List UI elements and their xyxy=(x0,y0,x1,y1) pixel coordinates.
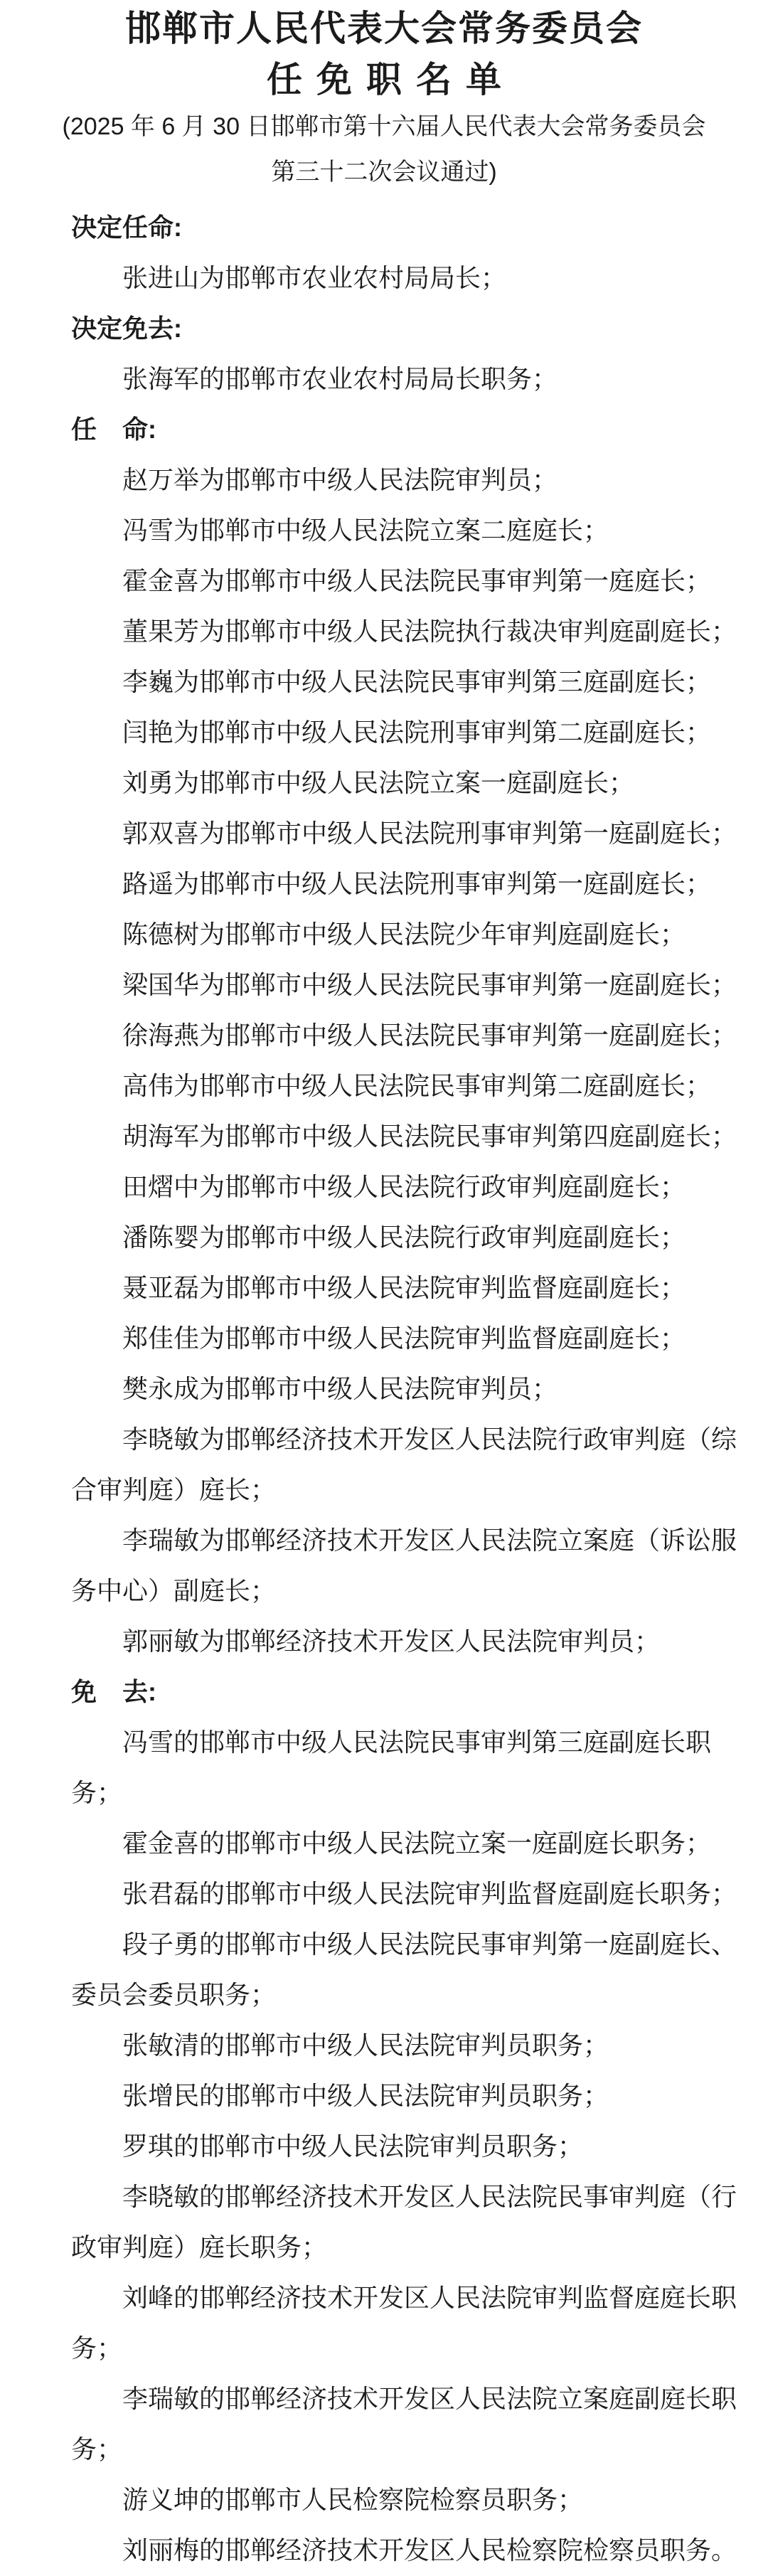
line-item: 刘峰的邯郸经济技术开发区人民法院审判监督庭庭长职 xyxy=(122,2283,737,2312)
document-title: 邯郸市人民代表大会常务委员会 xyxy=(125,9,643,48)
line-item: 李瑞敏为邯郸经济技术开发区人民法院立案庭（诉讼服 xyxy=(122,1526,737,1555)
line-item: 樊永成为邯郸市中级人民法院审判员； xyxy=(122,1374,558,1403)
line-item: 冯雪的邯郸市中级人民法院民事审判第三庭副庭长职 xyxy=(122,1728,712,1757)
line-item: 刘丽梅的邯郸经济技术开发区人民检察院检察员职务。 xyxy=(122,2535,737,2565)
line-item: 陈德树为邯郸市中级人民法院少年审判庭副庭长； xyxy=(122,920,686,949)
line-item: 张君磊的邯郸市中级人民法院审判监督庭副庭长职务； xyxy=(122,1879,737,1908)
line-continuation: 务； xyxy=(71,2434,123,2464)
line-item: 游义坤的邯郸市人民检察院检察员职务； xyxy=(122,2485,584,2514)
line-item: 李瑞敏的邯郸经济技术开发区人民法院立案庭副庭长职 xyxy=(122,2384,737,2413)
line-item: 张敏清的邯郸市中级人民法院审判员职务； xyxy=(122,2031,609,2060)
section-heading-decide-remove: 决定免去: xyxy=(71,314,182,343)
line-item: 郭丽敏为邯郸经济技术开发区人民法院审判员； xyxy=(122,1627,661,1656)
line-item: 李巍为邯郸市中级人民法院民事审判第三庭副庭长； xyxy=(122,667,712,696)
line-item: 霍金喜为邯郸市中级人民法院民事审判第一庭庭长； xyxy=(122,566,712,595)
line-item: 张增民的邯郸市中级人民法院审判员职务； xyxy=(122,2081,609,2110)
line-item: 李晓敏的邯郸经济技术开发区人民法院民事审判庭（行 xyxy=(122,2182,737,2211)
section-heading-remove: 免 去: xyxy=(71,1677,156,1706)
line-item: 闫艳为邯郸市中级人民法院刑事审判第二庭副庭长； xyxy=(122,718,712,747)
line-item: 段子勇的邯郸市中级人民法院民事审判第一庭副庭长、 xyxy=(122,1930,737,1959)
line-item: 高伟为邯郸市中级人民法院民事审判第二庭副庭长； xyxy=(122,1071,712,1100)
section-heading-decide-appoint: 决定任命: xyxy=(71,213,182,242)
line-continuation: 政审判庭）庭长职务； xyxy=(71,2232,328,2262)
line-item: 董果芳为邯郸市中级人民法院执行裁决审判庭副庭长； xyxy=(122,617,737,646)
line-item: 胡海军为邯郸市中级人民法院民事审判第四庭副庭长； xyxy=(122,1122,737,1151)
line-item: 李晓敏为邯郸经济技术开发区人民法院行政审判庭（综 xyxy=(122,1425,737,1454)
line-item: 徐海燕为邯郸市中级人民法院民事审判第一庭副庭长； xyxy=(122,1021,737,1050)
line-item: 梁国华为邯郸市中级人民法院民事审判第一庭副庭长； xyxy=(122,970,737,999)
document-body xyxy=(71,202,737,2575)
line-continuation: 务； xyxy=(71,1778,123,1807)
line-item: 路遥为邯郸市中级人民法院刑事审判第一庭副庭长； xyxy=(122,869,712,898)
session-info-line-1: (2025 年 6 月 30 日邯郸市第十六届人民代表大会常务委员会 xyxy=(62,113,706,140)
session-info-line-2: 第三十二次会议通过) xyxy=(271,159,497,186)
line-item: 郭双喜为邯郸市中级人民法院刑事审判第一庭副庭长； xyxy=(122,819,737,848)
line-continuation: 合审判庭）庭长； xyxy=(71,1475,277,1504)
line-item: 冯雪为邯郸市中级人民法院立案二庭庭长； xyxy=(122,516,609,545)
line-item: 霍金喜的邯郸市中级人民法院立案一庭副庭长职务； xyxy=(122,1829,712,1858)
line-item: 赵万举为邯郸市中级人民法院审判员； xyxy=(122,465,558,494)
line-item: 刘勇为邯郸市中级人民法院立案一庭副庭长； xyxy=(122,768,635,797)
line-item: 潘陈婴为邯郸市中级人民法院行政审判庭副庭长； xyxy=(122,1223,686,1252)
line-item: 张进山为邯郸市农业农村局局长； xyxy=(122,263,507,292)
line-item: 张海军的邯郸市农业农村局局长职务； xyxy=(122,364,558,393)
section-heading-appoint: 任 命: xyxy=(71,415,156,444)
document-header xyxy=(0,1,768,195)
line-item: 田熠中为邯郸市中级人民法院行政审判庭副庭长； xyxy=(122,1172,686,1201)
line-continuation: 委员会委员职务； xyxy=(71,1980,277,2009)
document-subtitle: 任免职名单 xyxy=(267,60,516,100)
line-continuation: 务； xyxy=(71,2333,123,2363)
line-item: 聂亚磊为邯郸市中级人民法院审判监督庭副庭长； xyxy=(122,1273,686,1302)
line-continuation: 务中心）副庭长； xyxy=(71,1576,277,1605)
line-item: 罗琪的邯郸市中级人民法院审判员职务； xyxy=(122,2131,584,2161)
line-item: 郑佳佳为邯郸市中级人民法院审判监督庭副庭长； xyxy=(122,1324,686,1353)
